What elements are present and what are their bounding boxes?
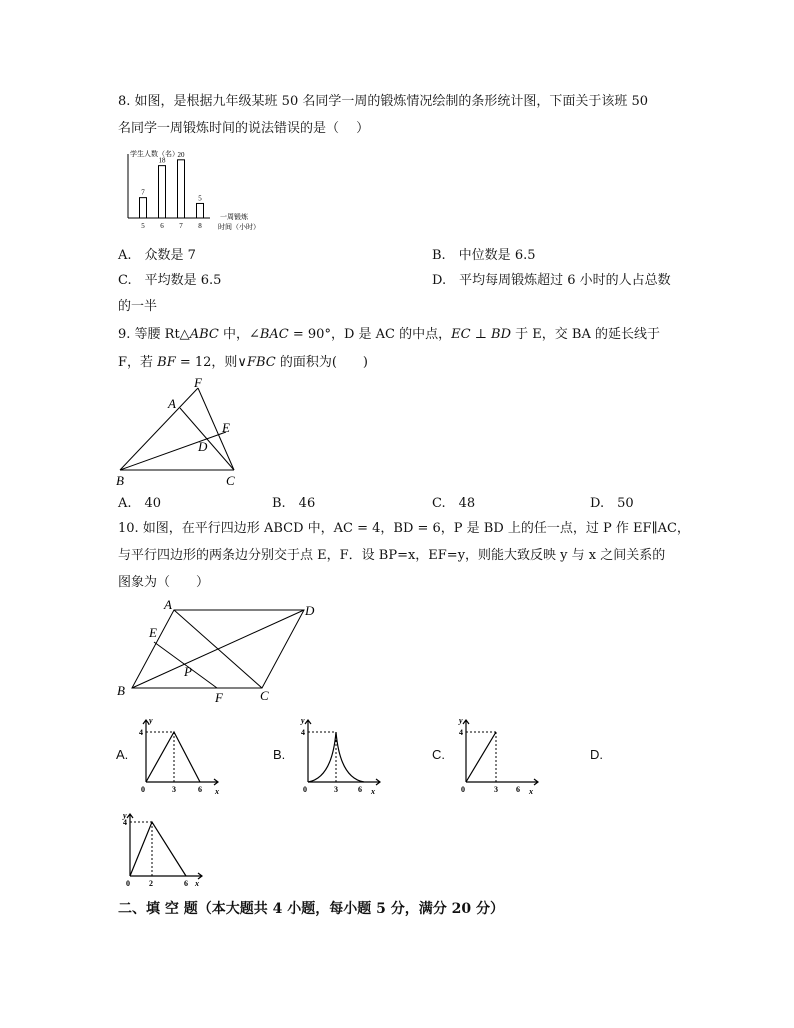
svg-text:6: 6 <box>198 785 202 794</box>
svg-text:3: 3 <box>494 785 498 794</box>
svg-text:0: 0 <box>126 879 130 888</box>
q9-option-b: B. 46 <box>272 496 316 511</box>
chart-bar-8 <box>197 203 204 218</box>
svg-text:x: x <box>371 787 375 796</box>
q10-label-p: P <box>184 664 192 679</box>
q10-text-line2: 与平行四边形的两条边分别交于点 E，F．设 BP=x，EF=y，则能大致反映 y 与 x 之间关系的 <box>118 548 666 563</box>
q10-graph-c <box>456 716 546 796</box>
svg-text:6: 6 <box>358 785 362 794</box>
svg-text:6: 6 <box>516 785 520 794</box>
q10-label-b: B <box>117 683 125 698</box>
q10-option-d-label: D. <box>590 747 603 762</box>
svg-text:y: y <box>459 716 463 725</box>
q8-option-d-cont: 的一半 <box>118 299 158 314</box>
chart-tick-label-8: 8 <box>198 222 202 230</box>
q10-option-b-label: B. <box>273 747 286 762</box>
chart-value-label-6: 18 <box>158 156 166 165</box>
chart-xlabel-1: 一周锻炼 <box>220 213 248 221</box>
q8-option-b: B. 中位数是 6.5 <box>432 248 536 263</box>
svg-text:4: 4 <box>123 818 127 827</box>
svg-text:4: 4 <box>301 728 305 737</box>
chart-bar-7 <box>178 160 185 218</box>
q9-label-b: B <box>116 473 124 488</box>
svg-text:x: x <box>529 787 533 796</box>
q9-label-f: F <box>194 375 202 390</box>
q9-option-c: C. 48 <box>432 496 476 511</box>
q9-label-c: C <box>226 473 235 488</box>
chart-value-label-7: 20 <box>177 150 185 159</box>
svg-text:6: 6 <box>184 879 188 888</box>
section-2-heading: 二、填 空 题（本大题共 4 小题，每小题 5 分，满分 20 分） <box>118 901 504 917</box>
chart-bar-6 <box>159 166 166 218</box>
q8-option-d: D. 平均每周锻炼超过 6 小时的人占总数 <box>432 273 671 288</box>
svg-text:y: y <box>149 716 153 725</box>
chart-value-label-8: 5 <box>198 194 202 203</box>
svg-text:y: y <box>301 716 305 725</box>
q9-text-line2: F，若 BF = 12，则∨FBC 的面积为( ) <box>118 355 368 370</box>
q10-label-c: C <box>260 688 269 703</box>
chart-xlabel-2: 时间（小时） <box>218 223 260 231</box>
q10-graph-b <box>296 716 386 796</box>
chart-tick-label-5: 5 <box>141 222 145 230</box>
chart-tick-label-6: 6 <box>160 222 164 230</box>
q8-text-line1: 8. 如图，是根据九年级某班 50 名同学一周的锻炼情况绘制的条形统计图，下面关于该班 50 <box>118 94 649 109</box>
q9-label-a: A <box>168 396 176 411</box>
q10-label-f: F <box>215 690 223 705</box>
q9-text-line1: 9. 等腰 Rt△ABC 中，∠BAC = 90°，D 是 AC 的中点，EC ⊥ BD 于 E，交 BA 的延长线于 <box>118 327 660 342</box>
chart-bar-5 <box>140 198 147 218</box>
q8-bar-chart <box>118 146 278 236</box>
chart-value-label-5: 7 <box>141 188 145 197</box>
svg-text:x: x <box>215 787 219 796</box>
svg-text:0: 0 <box>461 785 465 794</box>
q10-graph-a <box>136 716 226 796</box>
q8-option-c: C. 平均数是 6.5 <box>118 273 222 288</box>
q10-label-a: A <box>164 597 172 612</box>
q10-parallelogram-figure <box>112 598 322 708</box>
svg-text:y: y <box>123 811 127 820</box>
q10-graph-d <box>118 810 208 890</box>
chart-tick-label-7: 7 <box>179 222 183 230</box>
q9-triangle-figure <box>110 375 250 488</box>
svg-text:x: x <box>195 879 199 888</box>
q8-option-a: A. 众数是 7 <box>118 248 196 263</box>
svg-text:4: 4 <box>139 728 143 737</box>
svg-text:0: 0 <box>141 785 145 794</box>
q9-option-a: A. 40 <box>118 496 162 511</box>
q9-label-d: D <box>198 439 208 454</box>
q10-option-a-label: A. <box>116 747 129 762</box>
svg-text:4: 4 <box>459 728 463 737</box>
svg-text:3: 3 <box>334 785 338 794</box>
svg-text:2: 2 <box>149 879 153 888</box>
q10-label-e: E <box>149 625 157 640</box>
q8-text-line2: 名同学一周锻炼时间的说法错误的是（ ） <box>118 121 370 136</box>
q10-text-line3: 图象为（ ） <box>118 575 210 590</box>
chart-ylabel: 学生人数（名） <box>130 150 179 158</box>
svg-text:3: 3 <box>172 785 176 794</box>
q9-option-d: D. 50 <box>590 496 634 511</box>
q10-text-line1: 10. 如图，在平行四边形 ABCD 中，AC = 4，BD = 6，P 是 BD 上的任一点，过 P 作 EF∥AC， <box>118 521 690 536</box>
q10-label-d: D <box>305 603 315 618</box>
svg-text:0: 0 <box>303 785 307 794</box>
q9-label-e: E <box>222 420 230 435</box>
q10-option-c-label: C. <box>432 747 445 762</box>
